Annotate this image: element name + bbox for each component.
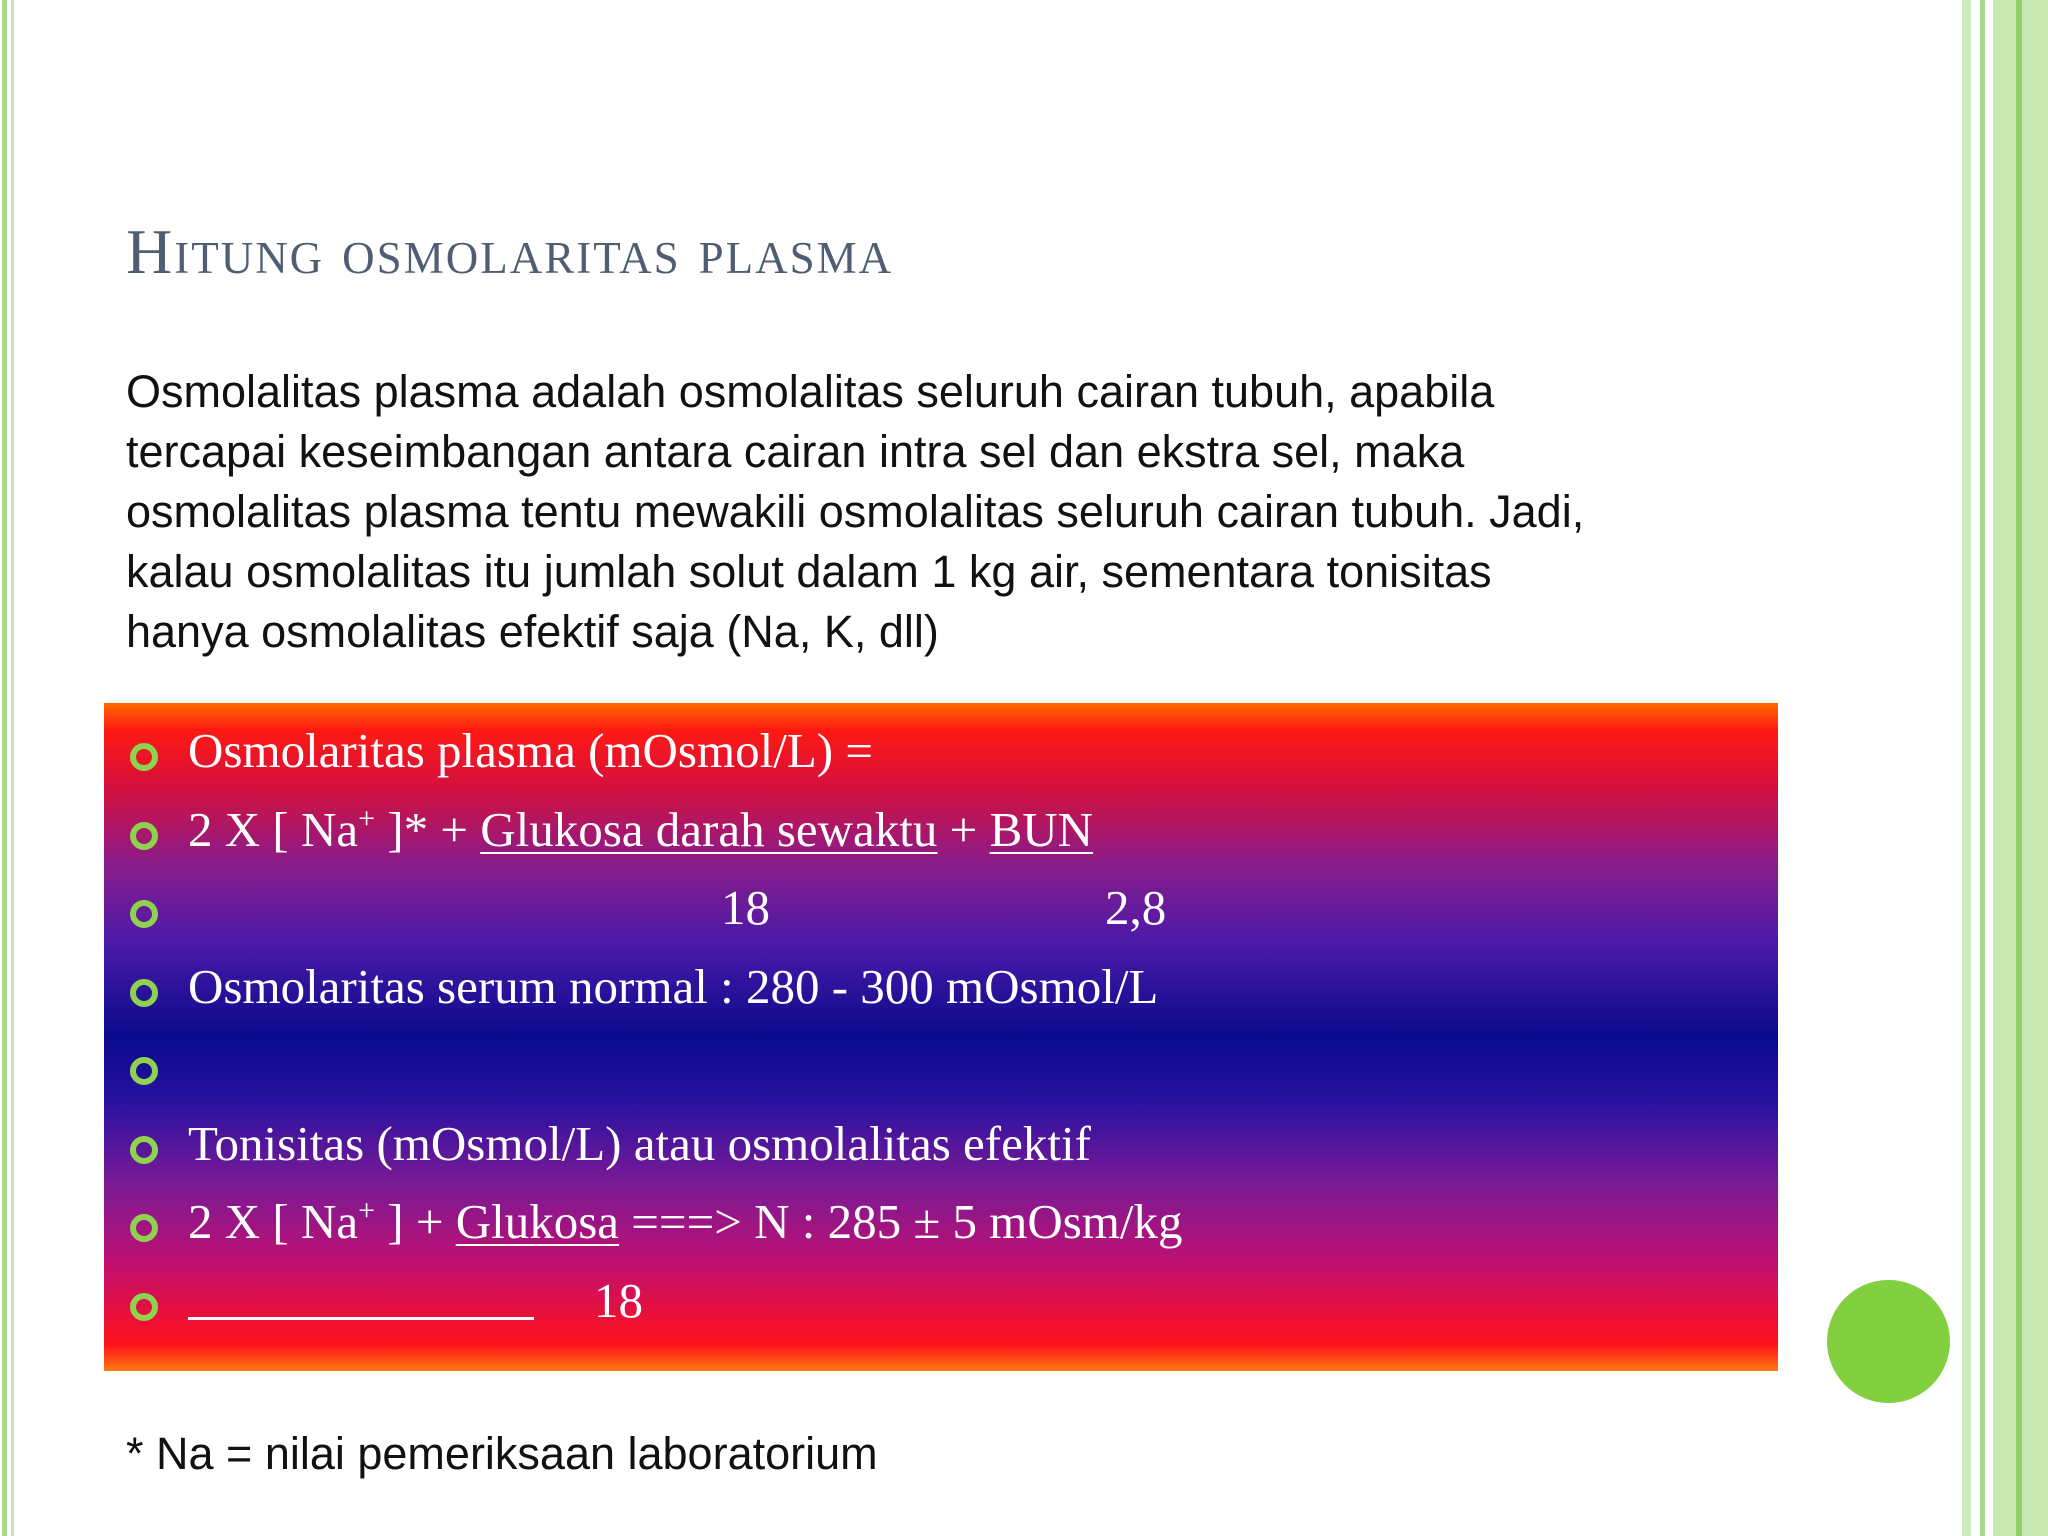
bullet-icon <box>130 900 158 928</box>
formula-text: Osmolaritas plasma (mOsmol/L) = <box>188 723 873 778</box>
intro-line: kalau osmolalitas itu jumlah solut dalam 1 kg air, sementara tonisitas <box>126 546 1492 597</box>
bullet-icon <box>130 1293 158 1321</box>
bullet-icon <box>130 979 158 1007</box>
formula-item-tonisitas-denominator <box>104 1269 1778 1348</box>
bullet-icon <box>130 822 158 850</box>
formula-item-denominators <box>104 876 1778 955</box>
intro-line: osmolalitas plasma tentu mewakili osmolalitas seluruh cairan tubuh. Jadi, <box>126 486 1585 537</box>
formula-equation <box>188 800 1093 860</box>
bullet-icon <box>130 1136 158 1164</box>
bun-numerator: BUN <box>989 801 1094 857</box>
right-decor-strip <box>2016 0 2022 1536</box>
formula-plus: + <box>937 801 990 857</box>
formula-prefix: 2 X [ Na <box>188 1194 359 1249</box>
intro-line: hanya osmolalitas efektif saja (Na, K, dll) <box>126 606 939 657</box>
bullet-icon <box>130 1057 158 1085</box>
superscript-plus: + <box>358 1194 376 1227</box>
intro-paragraph <box>126 362 1826 662</box>
bun-denominator: 2,8 <box>1105 880 1167 935</box>
fraction-line <box>188 1271 534 1334</box>
formula-equation <box>188 1192 1183 1252</box>
glukosa-denominator: 18 <box>594 1272 643 1328</box>
formula-box <box>104 703 1778 1371</box>
green-circle-decoration <box>1827 1280 1950 1403</box>
right-decor-strip <box>1962 0 1971 1536</box>
formula-text: Osmolaritas serum normal : 280 - 300 mOsmol/L <box>188 958 1159 1014</box>
left-border-line <box>2 0 7 1536</box>
formula-prefix: 2 X [ Na <box>188 801 359 857</box>
formula-item-tonisitas-equation <box>104 1190 1778 1269</box>
formula-text: Tonisitas (mOsmol/L) atau osmolalitas efektif <box>188 1115 1091 1171</box>
right-decor-strip <box>1980 0 1985 1536</box>
bullet-icon <box>130 1214 158 1242</box>
glukosa-numerator: Glukosa <box>455 1194 620 1249</box>
superscript-plus: + <box>358 801 376 835</box>
formula-item-osmolaritas-plasma <box>104 719 1778 798</box>
left-border-line-inner <box>11 0 14 1536</box>
intro-line: tercapai keseimbangan antara cairan intra sel dan ekstra sel, maka <box>126 426 1465 477</box>
formula-item-normal-range <box>104 955 1778 1034</box>
glukosa-denominator: 18 <box>721 880 770 935</box>
formula-mid: ] + <box>375 1194 456 1249</box>
bullet-icon <box>130 743 158 771</box>
formula-list <box>104 719 1778 1347</box>
formula-item-equation <box>104 798 1778 877</box>
formula-rest: ===> N : 285 ± 5 mOsm/kg <box>619 1194 1183 1249</box>
formula-item-empty <box>104 1033 1778 1112</box>
formula-item-tonisitas <box>104 1112 1778 1191</box>
formula-mid: ]* + <box>375 801 481 857</box>
intro-line: Osmolalitas plasma adalah osmolalitas seluruh cairan tubuh, apabila <box>126 366 1495 417</box>
blank-underline <box>188 1271 534 1320</box>
slide-title: Hitung osmolaritas plasma <box>126 216 894 287</box>
glukosa-numerator: Glukosa darah sewaktu <box>480 801 938 857</box>
footnote: * Na = nilai pemeriksaan laboratorium <box>126 1428 878 1479</box>
